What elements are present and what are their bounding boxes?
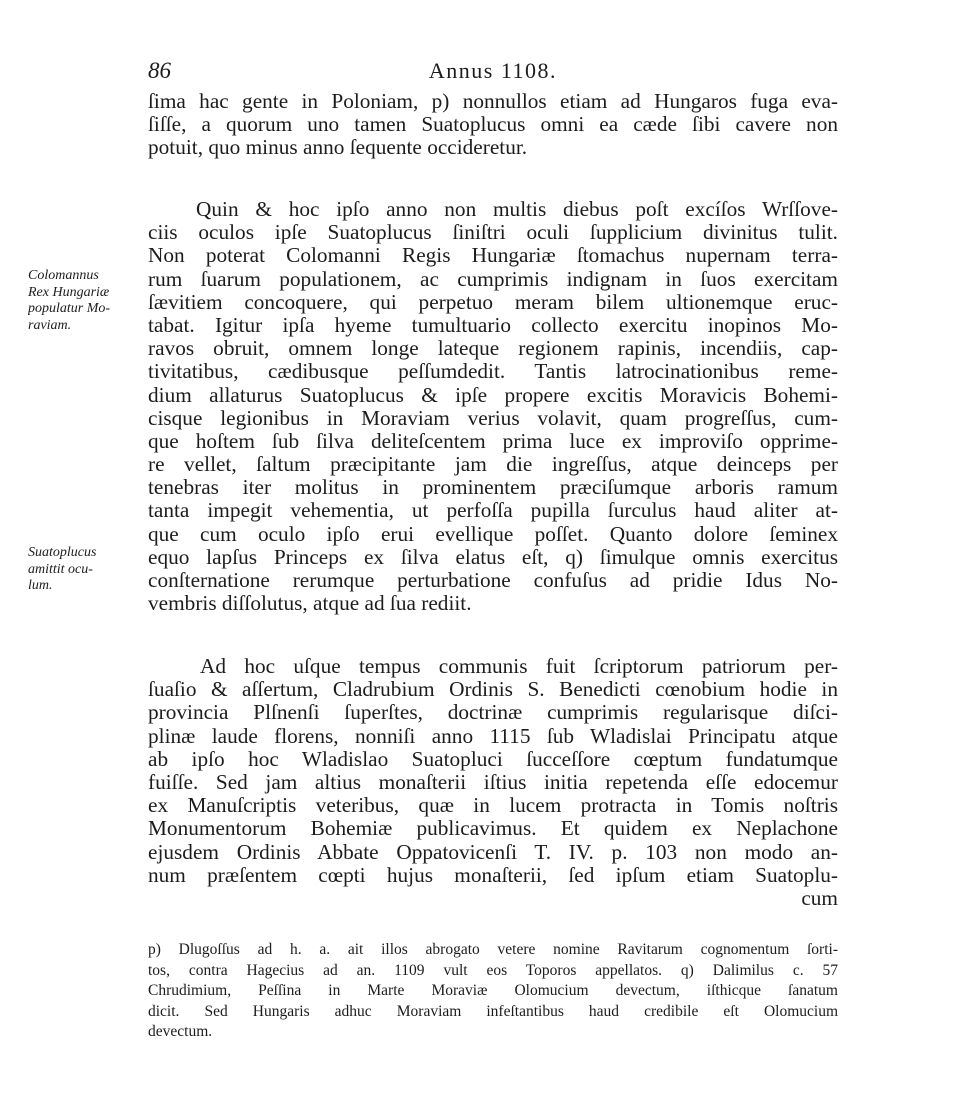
text-line: tenebras iter molitus in prominentem præciſumque arboris ramum xyxy=(148,476,838,500)
footnote-line: p) Dlugoſſus ad h. a. ait illos abrogato vetere nomine Ravitarum cognomentum ſorti- xyxy=(148,941,838,958)
text-line: conſternatione rerumque perturbatione confuſus ad pridie Idus No- xyxy=(148,569,838,592)
text-line: tanta impegit vehementia, ut perfoſſa pupilla ſurculus haud aliter at- xyxy=(148,499,838,523)
text-line: potuit, quo minus anno ſequente occideretur. xyxy=(148,136,528,160)
margin-note-line: amittit ocu- xyxy=(28,561,93,577)
paragraph-1 xyxy=(148,90,838,160)
margin-note-line: Suatoplucus xyxy=(28,545,97,560)
text-line: tivitatibus, cædibusque peſſumdedit. Tantis latrocinationibus reme- xyxy=(148,360,838,384)
text-line: plinæ laude florens, nonniſi anno 1115 ſub Wladislai Principatu atque xyxy=(148,724,838,748)
running-head: Annus 1108. xyxy=(428,58,558,83)
text-line: Monumentorum Bohemiæ publicavimus. Et quidem ex Neplachone xyxy=(148,817,838,841)
text-line: ravos obruit, omnem longe lateque regionem rapinis, incendiis, cap- xyxy=(148,337,838,361)
text-line: num præſentem cœpti hujus monaſterii, ſed ipſum etiam Suatoplu- xyxy=(148,863,838,887)
margin-note-line: Colomannus xyxy=(28,268,99,283)
text-line: ſima hac gente in Poloniam, p) nonnullos etiam ad Hungaros fuga eva- xyxy=(148,90,838,113)
catchword: cum xyxy=(801,886,838,910)
text-line: vembris diſſolutus, atque ad ſua rediit. xyxy=(148,592,472,616)
text-line: ab ipſo hoc Wladislao Suatopluci ſucceſſore cœptum fundatumque xyxy=(148,747,838,771)
text-line: tabat. Igitur ipſa hyeme tumultuario collecto exercitu inopinos Mo- xyxy=(148,313,838,337)
page-number: 86 xyxy=(148,58,171,83)
text-line: Ad hoc uſque tempus communis fuit ſcriptorum patriorum per- xyxy=(200,655,838,678)
text-line: equo lapſus Princeps ex ſilva elatus eſt, q) ſimulque omnis exercitus xyxy=(148,545,838,569)
text-line: ſiſſe, a quorum uno tamen Suatoplucus omni ea cæde ſibi cavere non xyxy=(148,113,838,137)
text-line: ſævitiem concoquere, qui perpetuo meram bilem ultionemque eruc- xyxy=(148,290,838,314)
text-line: ex Manuſcriptis veteribus, quæ in lucem protracta in Tomis noſtris xyxy=(148,794,838,818)
footnote-line: dicit. Sed Hungaris adhuc Moraviam infeſtantibus haud credibile eſt Olomucium xyxy=(148,1002,838,1020)
text-line: que cum oculo ipſo erui evellique poſſet. Quanto dolore ſeminex xyxy=(148,522,838,546)
text-line: ſuaſio & aſſertum, Cladrubium Ordinis S. Benedicti cœnobium hodie in xyxy=(148,678,838,702)
paragraph-3 xyxy=(148,655,838,910)
text-line: ejusdem Ordinis Abbate Oppatovicenſi T. IV. p. 103 non modo an- xyxy=(148,840,838,864)
margin-note-suatoplucus xyxy=(28,545,144,595)
margin-note-line: Rex Hungariæ xyxy=(28,284,110,300)
margin-note-line: raviam. xyxy=(28,317,72,333)
text-line: que hoſtem ſub ſilva deliteſcentem prima luce ex improviſo opprime- xyxy=(148,429,838,453)
text-line: provincia Plſnenſi ſuperſtes, doctrinæ cumprimis regularisque diſci- xyxy=(148,701,838,725)
text-line: Non poterat Colomanni Regis Hungariæ ſtomachus nupernam terra- xyxy=(148,244,838,268)
text-line: rum ſuarum populationem, ac cumprimis indignam in ſuos exercitam xyxy=(148,267,838,291)
footnote-line: tos, contra Hagecius ad an. 1109 vult eos Toporos appellatos. q) Dalimilus c. 57 xyxy=(148,961,838,979)
text-line: fuiſſe. Sed jam altius monaſterii iſtius initia repetenda eſſe edocemur xyxy=(148,770,838,794)
page-header xyxy=(148,58,838,88)
margin-note-colomannus xyxy=(28,268,144,334)
footnote-line: Chrudimium, Peſſina in Marte Moraviæ Olomucium devectum, iſthicque ſanatum xyxy=(148,982,838,999)
text-line: ciis oculos ipſe Suatoplucus ſiniſtri oculi ſupplicium divinitus tulit. xyxy=(148,221,838,245)
text-line: cisque legionibus in Moraviam verius volavit, quam progreſſus, cum- xyxy=(148,406,838,430)
margin-note-line: lum. xyxy=(28,578,53,593)
footnote-line: devectum. xyxy=(148,1023,213,1040)
text-line: dium allaturus Suatoplucus & ipſe propere excitis Moravicis Bohemi- xyxy=(148,383,838,407)
paragraph-2 xyxy=(148,198,838,615)
text-line: re vellet, ſaltum præcipitante jam die ingreſſus, atque deinceps per xyxy=(148,453,838,477)
margin-note-line: populatur Mo- xyxy=(28,301,111,316)
text-line: Quin & hoc ipſo anno non multis diebus poſt excíſos Wrſſove- xyxy=(196,198,838,221)
footnotes xyxy=(148,940,838,1043)
